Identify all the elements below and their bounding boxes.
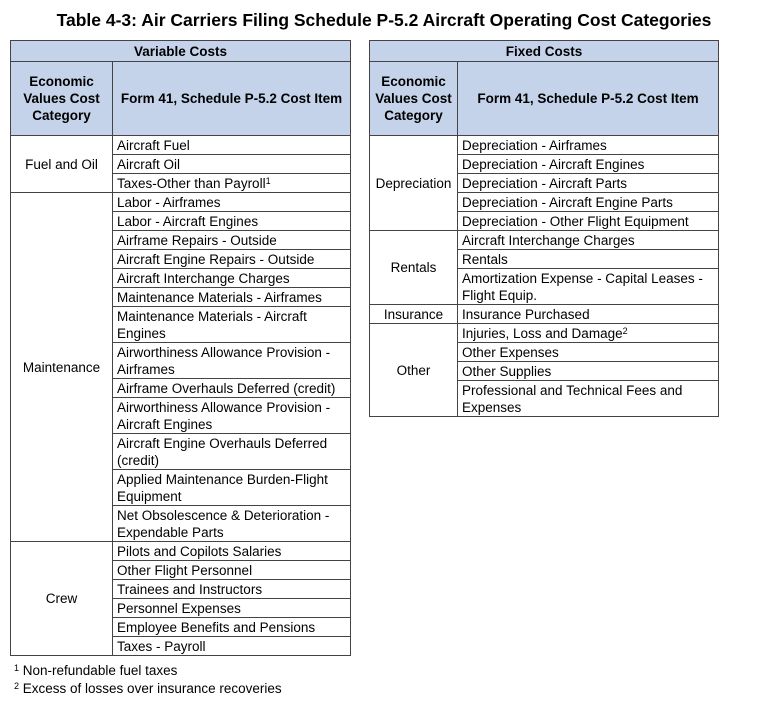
cost-item-cell: Labor - Aircraft Engines — [113, 212, 351, 231]
cost-item-cell: Aircraft Engine Repairs - Outside — [113, 250, 351, 269]
cost-item-cell: Trainees and Instructors — [113, 580, 351, 599]
cost-item-cell: Aircraft Oil — [113, 155, 351, 174]
cost-item-cell: Injuries, Loss and Damage$^2$ — [458, 324, 719, 343]
cost-item-cell: Depreciation - Other Flight Equipment — [458, 212, 719, 231]
cost-category-cell: Other — [370, 324, 458, 417]
cost-category-cell: Insurance — [370, 305, 458, 324]
cost-item-cell: Maintenance Materials - Airframes — [113, 288, 351, 307]
variable-costs-table — [10, 40, 351, 656]
cost-item-cell: Taxes-Other than Payroll$^1$ — [113, 174, 351, 193]
footnote-marker: 1 — [14, 663, 20, 673]
table-title: Table 4-3: Air Carriers Filing Schedule P-5.2 Aircraft Operating Cost Categories — [56, 10, 712, 30]
cost-category-cell: Fuel and Oil — [11, 136, 113, 193]
cost-item-cell: Labor - Airframes — [113, 193, 351, 212]
fixed-costs-body — [370, 136, 719, 417]
cost-category-cell: Depreciation — [370, 136, 458, 231]
cost-item-cell: Amortization Expense - Capital Leases - Flight Equip. — [458, 269, 719, 305]
variable-costs-heading: Variable Costs — [11, 41, 351, 62]
footnote: $^1$ Non-refundable fuel taxes — [14, 663, 178, 678]
cost-item-cell: Other Supplies — [458, 362, 719, 381]
cost-item-cell: Personnel Expenses — [113, 599, 351, 618]
cost-item-cell: Aircraft Interchange Charges — [113, 269, 351, 288]
cost-category-cell: Crew — [11, 542, 113, 656]
table-row — [370, 136, 719, 155]
footnote-marker: 1 — [265, 175, 271, 186]
cost-item-cell: Pilots and Copilots Salaries — [113, 542, 351, 561]
cost-category-cell: Maintenance — [11, 193, 113, 542]
cost-item-cell: Other Flight Personnel — [113, 561, 351, 580]
table-row — [370, 305, 719, 324]
category-column-header: Economic Values Cost Category — [11, 62, 113, 136]
cost-item-cell: Airworthiness Allowance Provision - Airframes — [113, 343, 351, 379]
cost-item-cell: Airframe Repairs - Outside — [113, 231, 351, 250]
cost-item-cell: Aircraft Fuel — [113, 136, 351, 155]
table-row — [370, 324, 719, 343]
cost-item-cell: Employee Benefits and Pensions — [113, 618, 351, 637]
cost-item-cell: Depreciation - Airframes — [458, 136, 719, 155]
cost-item-cell: Professional and Technical Fees and Expenses — [458, 381, 719, 417]
table-row — [11, 136, 351, 155]
cost-item-cell: Depreciation - Aircraft Engines — [458, 155, 719, 174]
cost-item-cell: Taxes - Payroll — [113, 637, 351, 656]
cost-item-cell: Airframe Overhauls Deferred (credit) — [113, 379, 351, 398]
cost-item-cell: Insurance Purchased — [458, 305, 719, 324]
cost-item-cell: Rentals — [458, 250, 719, 269]
table-row — [11, 193, 351, 212]
variable-costs-body — [11, 136, 351, 656]
cost-item-cell: Applied Maintenance Burden-Flight Equipment — [113, 470, 351, 506]
cost-item-cell: Other Expenses — [458, 343, 719, 362]
cost-item-cell: Aircraft Interchange Charges — [458, 231, 719, 250]
fixed-costs-heading: Fixed Costs — [370, 41, 719, 62]
cost-item-cell: Net Obsolescence & Deterioration - Expendable Parts — [113, 506, 351, 542]
cost-item-cell: Depreciation - Aircraft Engine Parts — [458, 193, 719, 212]
cost-category-cell: Rentals — [370, 231, 458, 305]
cost-item-column-header: Form 41, Schedule P-5.2 Cost Item — [458, 62, 719, 136]
footnote: $^2$ Excess of losses over insurance recoveries — [14, 681, 282, 696]
fixed-costs-table — [369, 40, 719, 417]
table-row — [11, 542, 351, 561]
category-column-header: Economic Values Cost Category — [370, 62, 458, 136]
footnotes — [14, 662, 282, 698]
cost-item-cell: Airworthiness Allowance Provision - Aircraft Engines — [113, 398, 351, 434]
cost-item-column-header: Form 41, Schedule P-5.2 Cost Item — [113, 62, 351, 136]
footnote-marker: 2 — [622, 325, 628, 336]
footnote-marker: 2 — [14, 681, 20, 691]
cost-item-cell: Depreciation - Aircraft Parts — [458, 174, 719, 193]
cost-item-cell: Aircraft Engine Overhauls Deferred (credit) — [113, 434, 351, 470]
table-row — [370, 231, 719, 250]
cost-item-cell: Maintenance Materials - Aircraft Engines — [113, 307, 351, 343]
